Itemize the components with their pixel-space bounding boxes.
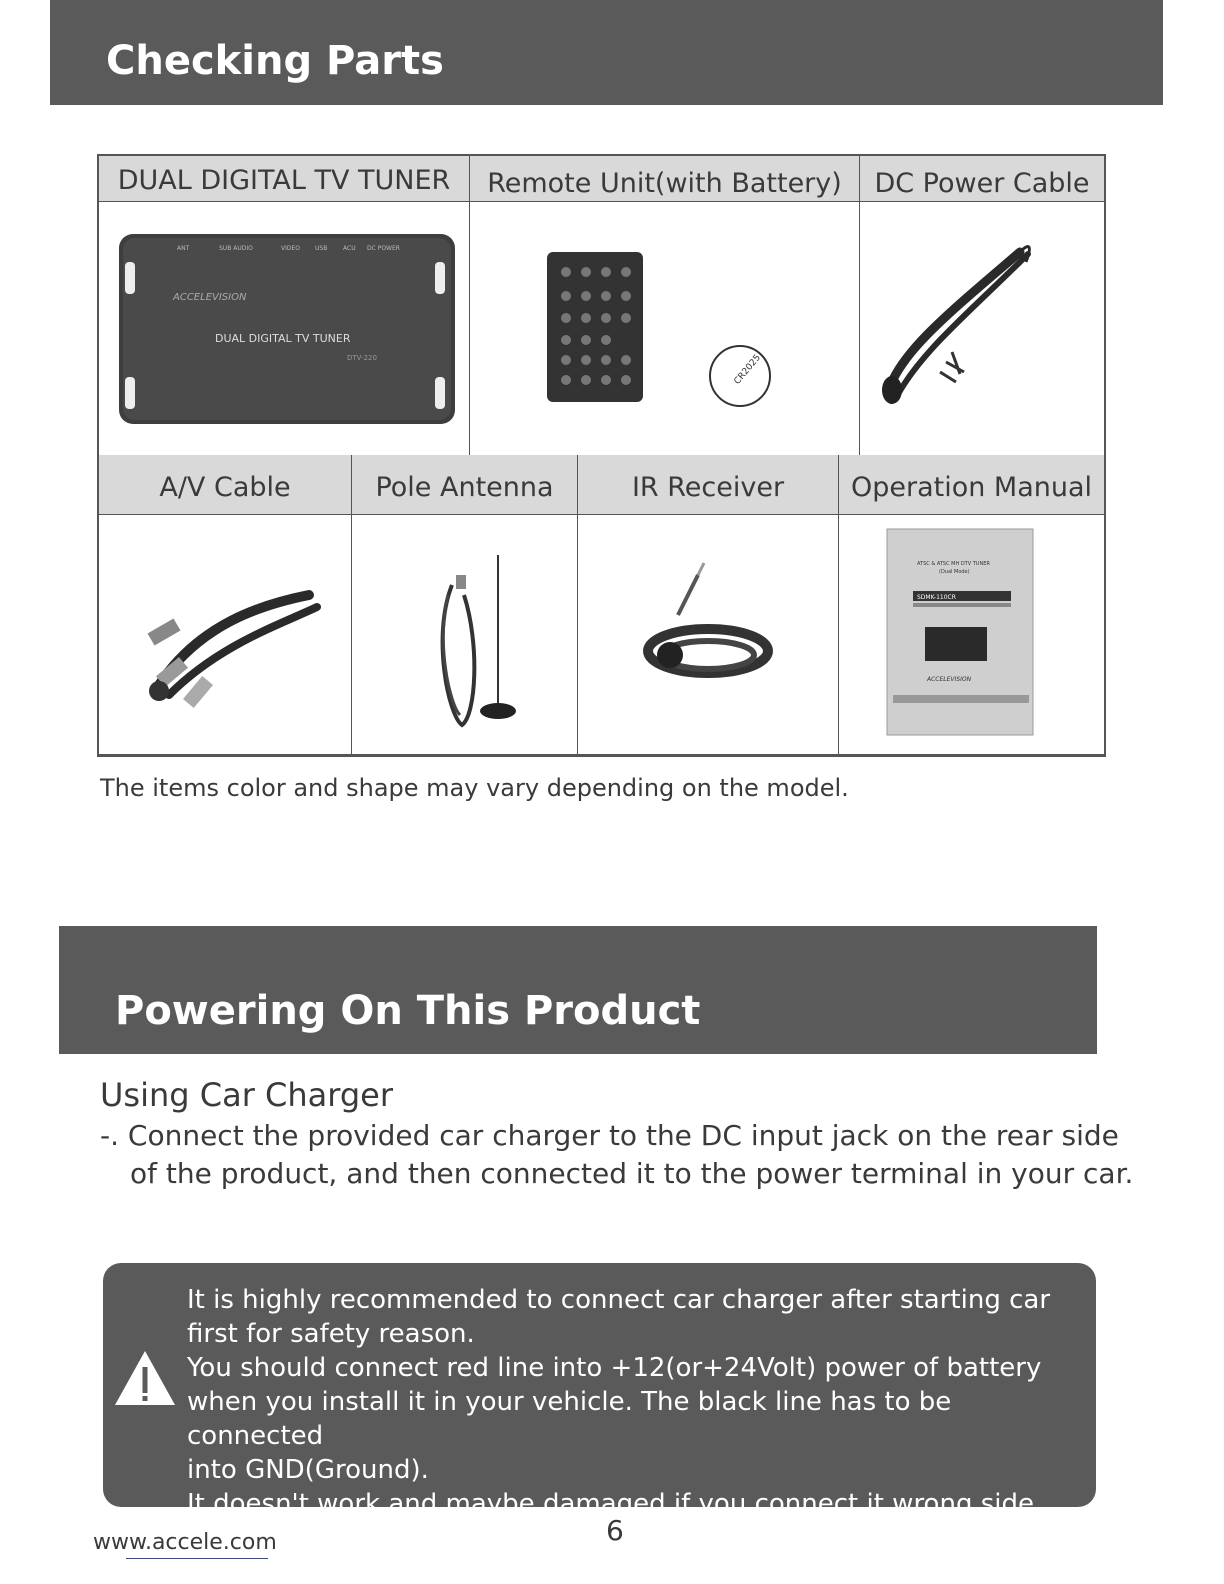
part-cell-remote — [470, 156, 860, 456]
subsection-title: Using Car Charger — [100, 1076, 394, 1114]
svg-text:DC POWER: DC POWER — [367, 245, 400, 252]
ir-receiver-image — [578, 515, 837, 753]
part-label: DC Power Cable — [860, 156, 1104, 202]
warning-line: It is highly recommended to connect car charger after starting car — [187, 1285, 1051, 1315]
part-label: Pole Antenna — [352, 455, 577, 515]
part-cell-power-cable — [860, 156, 1104, 456]
svg-text:SUB AUDIO: SUB AUDIO — [219, 245, 253, 252]
warning-box — [103, 1263, 1096, 1519]
svg-text:ACCELEVISION: ACCELEVISION — [173, 292, 247, 303]
section-title: Powering On This Product — [115, 988, 701, 1034]
svg-text:(Dual Mode): (Dual Mode) — [939, 569, 970, 575]
part-cell-ir-receiver — [578, 455, 839, 755]
tv-tuner-image — [99, 202, 468, 454]
part-cell-av-cable — [99, 455, 352, 755]
instruction-paragraph — [100, 1117, 1180, 1193]
parts-table-row2 — [97, 455, 1106, 757]
power-cable-image — [860, 202, 1104, 454]
remote-battery-image — [470, 202, 858, 454]
part-cell-tuner — [99, 156, 470, 456]
svg-text:CR2025: CR2025 — [732, 353, 764, 387]
warning-line: It doesn't work and maybe damaged if you connect it wrong side. — [187, 1489, 1043, 1519]
svg-text:VIDEO: VIDEO — [281, 245, 301, 252]
manual-image — [839, 515, 1102, 753]
warning-line: You should connect red line into +12(or+24Volt) power of battery — [187, 1353, 1042, 1383]
svg-text:ACU: ACU — [343, 245, 356, 252]
svg-text:DUAL DIGITAL TV TUNER: DUAL DIGITAL TV TUNER — [215, 332, 351, 345]
part-label: A/V Cable — [99, 455, 351, 515]
warning-line: into GND(Ground). — [187, 1455, 429, 1485]
section-title: Checking Parts — [106, 38, 444, 84]
warning-triangle-icon — [113, 1349, 177, 1407]
warning-line: when you install it in your vehicle. The black line has to be connected — [187, 1387, 952, 1451]
svg-text:USB: USB — [315, 245, 328, 252]
svg-text:SDMK-110CR: SDMK-110CR — [917, 594, 956, 601]
part-label: DUAL DIGITAL TV TUNER — [99, 156, 469, 202]
parts-note: The items color and shape may vary depending on the model. — [100, 774, 849, 802]
part-label: Operation Manual — [839, 455, 1104, 515]
part-label: Remote Unit(with Battery) — [470, 156, 859, 202]
section-banner-powering-on — [59, 926, 1097, 1054]
footer-url[interactable]: www.accele.com — [93, 1530, 277, 1555]
instruction-line: of the product, and then connected it to the power terminal in your car. — [130, 1157, 1134, 1190]
warning-text — [187, 1283, 1087, 1521]
svg-text:DTV-220: DTV-220 — [347, 354, 377, 362]
part-cell-manual — [839, 455, 1104, 755]
svg-text:ATSC & ATSC MH DTV TUNER: ATSC & ATSC MH DTV TUNER — [917, 561, 990, 567]
part-label: IR Receiver — [578, 455, 838, 515]
footer-underline — [126, 1558, 268, 1559]
svg-text:ANT: ANT — [177, 245, 190, 252]
instruction-line: -. Connect the provided car charger to the DC input jack on the rear side — [100, 1119, 1119, 1152]
warning-line: first for safety reason. — [187, 1319, 475, 1349]
antenna-image — [352, 515, 576, 753]
av-cable-image — [99, 515, 350, 753]
part-cell-pole-antenna — [352, 455, 578, 755]
section-banner-checking-parts — [50, 0, 1163, 105]
parts-table-row1 — [97, 154, 1106, 457]
page-number: 6 — [606, 1514, 624, 1547]
svg-text:ACCELEVISION: ACCELEVISION — [927, 676, 972, 683]
